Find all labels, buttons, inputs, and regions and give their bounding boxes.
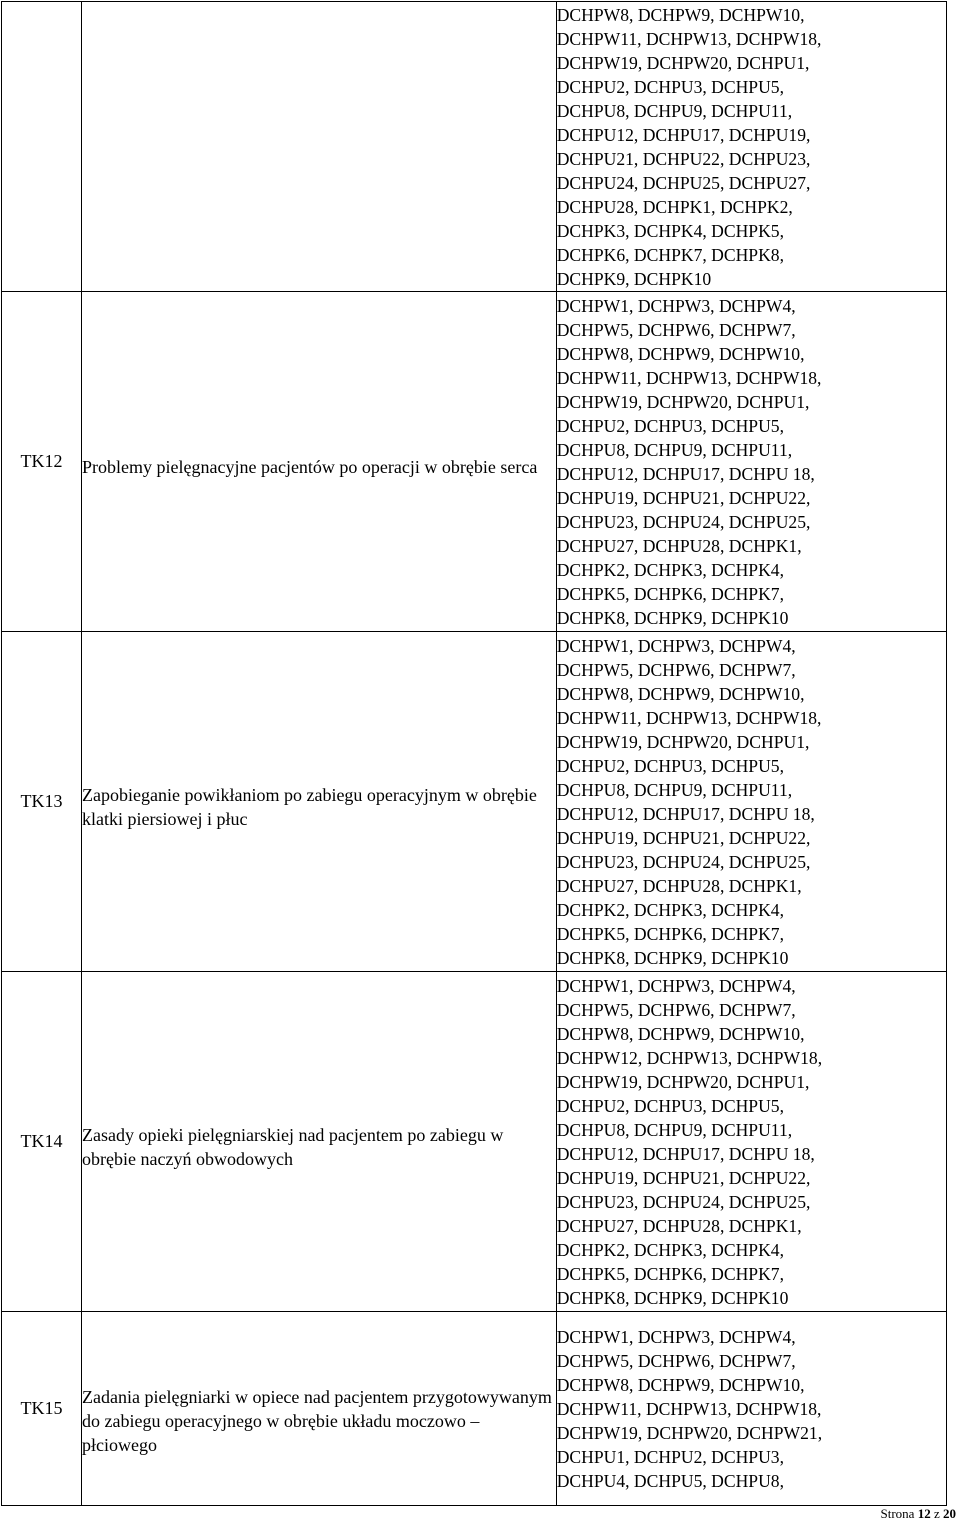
learning-outcome-line: DCHPK5, DCHPK6, DCHPK7,: [556, 583, 784, 604]
topic-code-cell: TK12: [2, 292, 82, 632]
learning-outcome-line: DCHPU12, DCHPU17, DCHPU 18,: [556, 463, 815, 484]
topic-title-cell: Zadania pielęgniarki w opiece nad pacjentem przygotowywanym do zabiegu operacyjnego w obrębie układu moczowo – płciowego: [82, 1312, 557, 1506]
topic-code-cell: TK15: [2, 1312, 82, 1506]
learning-outcome-line: DCHPU21, DCHPU22, DCHPU23,: [556, 148, 811, 169]
learning-outcome-line: DCHPW8, DCHPW9, DCHPW10,: [556, 343, 805, 364]
learning-outcome-line: DCHPW1, DCHPW3, DCHPW4,: [556, 635, 796, 656]
learning-outcome-line: DCHPW5, DCHPW6, DCHPW7,: [556, 999, 796, 1020]
learning-outcome-line: DCHPW12, DCHPW13, DCHPW18,: [556, 1047, 823, 1068]
topic-code-cell: [2, 2, 82, 292]
learning-outcome-line: DCHPW1, DCHPW3, DCHPW4,: [556, 1326, 796, 1347]
learning-outcomes-cell: [556, 1312, 946, 1506]
learning-outcome-line: DCHPW1, DCHPW3, DCHPW4,: [556, 975, 796, 996]
learning-outcome-line: DCHPU27, DCHPU28, DCHPK1,: [556, 1215, 802, 1236]
table-row: [2, 632, 947, 972]
table-row: [2, 292, 947, 632]
learning-outcome-line: DCHPK9, DCHPK10: [556, 268, 712, 289]
learning-outcome-line: DCHPU4, DCHPU5, DCHPU8,: [556, 1470, 784, 1491]
learning-outcome-line: DCHPU8, DCHPU9, DCHPU11,: [556, 439, 793, 460]
learning-outcome-line: DCHPU12, DCHPU17, DCHPU 18,: [556, 1143, 815, 1164]
topic-code-cell: TK14: [2, 972, 82, 1312]
table-row: [2, 972, 947, 1312]
learning-outcome-line: DCHPW11, DCHPW13, DCHPW18,: [556, 367, 822, 388]
learning-outcomes-cell: [556, 292, 946, 632]
learning-outcome-line: DCHPK2, DCHPK3, DCHPK4,: [556, 559, 784, 580]
learning-outcome-line: DCHPW19, DCHPW20, DCHPW21,: [556, 1422, 823, 1443]
learning-outcome-line: DCHPU8, DCHPU9, DCHPU11,: [556, 1119, 793, 1140]
table-body: [2, 2, 947, 1506]
learning-outcome-line: DCHPU8, DCHPU9, DCHPU11,: [556, 100, 793, 121]
topic-title-cell: Zapobieganie powikłaniom po zabiegu operacyjnym w obrębie klatki piersiowej i płuc: [82, 632, 557, 972]
learning-outcomes-cell: [556, 2, 946, 292]
footer-page-number: 12: [917, 1506, 931, 1521]
learning-outcome-line: DCHPU28, DCHPK1, DCHPK2,: [556, 196, 793, 217]
learning-outcome-line: DCHPK8, DCHPK9, DCHPK10: [556, 607, 789, 628]
learning-outcome-line: DCHPU23, DCHPU24, DCHPU25,: [556, 1191, 811, 1212]
footer-prefix: Strona: [880, 1506, 918, 1521]
footer-total-pages: 20: [943, 1506, 956, 1521]
learning-outcome-line: DCHPU19, DCHPU21, DCHPU22,: [556, 487, 811, 508]
learning-outcome-line: DCHPK6, DCHPK7, DCHPK8,: [556, 244, 784, 265]
learning-outcome-line: DCHPK5, DCHPK6, DCHPK7,: [556, 923, 784, 944]
learning-outcome-line: DCHPU19, DCHPU21, DCHPU22,: [556, 1167, 811, 1188]
page-footer: [881, 1506, 956, 1522]
learning-outcome-line: DCHPU27, DCHPU28, DCHPK1,: [556, 535, 802, 556]
learning-outcome-line: DCHPU1, DCHPU2, DCHPU3,: [556, 1446, 784, 1467]
learning-outcome-line: DCHPW1, DCHPW3, DCHPW4,: [556, 295, 796, 316]
learning-outcome-line: DCHPU2, DCHPU3, DCHPU5,: [556, 755, 784, 776]
topic-title-cell: Problemy pielęgnacyjne pacjentów po operacji w obrębie serca: [82, 292, 557, 632]
learning-outcome-line: DCHPK3, DCHPK4, DCHPK5,: [556, 220, 784, 241]
learning-outcome-line: DCHPW11, DCHPW13, DCHPW18,: [556, 28, 822, 49]
learning-outcome-line: DCHPU12, DCHPU17, DCHPU 18,: [556, 803, 815, 824]
table-row: [2, 1312, 947, 1506]
topic-title-cell: [82, 2, 557, 292]
learning-outcome-line: DCHPU23, DCHPU24, DCHPU25,: [556, 851, 811, 872]
topic-title-cell: Zasady opieki pielęgniarskiej nad pacjentem po zabiegu w obrębie naczyń obwodowych: [82, 972, 557, 1312]
table-row: [2, 2, 947, 292]
learning-outcome-line: DCHPU2, DCHPU3, DCHPU5,: [556, 415, 784, 436]
learning-outcomes-cell: [556, 972, 946, 1312]
learning-outcome-line: DCHPU2, DCHPU3, DCHPU5,: [556, 1095, 784, 1116]
learning-outcome-line: DCHPU27, DCHPU28, DCHPK1,: [556, 875, 802, 896]
learning-outcome-line: DCHPW5, DCHPW6, DCHPW7,: [556, 1350, 796, 1371]
learning-outcome-line: DCHPW8, DCHPW9, DCHPW10,: [556, 4, 805, 25]
learning-outcome-line: DCHPW19, DCHPW20, DCHPU1,: [556, 52, 810, 73]
learning-outcome-line: DCHPW19, DCHPW20, DCHPU1,: [556, 1071, 810, 1092]
learning-outcome-line: DCHPK2, DCHPK3, DCHPK4,: [556, 899, 784, 920]
learning-outcome-line: DCHPW5, DCHPW6, DCHPW7,: [556, 659, 796, 680]
learning-outcome-line: DCHPU24, DCHPU25, DCHPU27,: [556, 172, 811, 193]
learning-outcome-line: DCHPU2, DCHPU3, DCHPU5,: [556, 76, 784, 97]
learning-outcome-line: DCHPW19, DCHPW20, DCHPU1,: [556, 731, 810, 752]
curriculum-table: [1, 1, 947, 1506]
footer-separator: z: [930, 1506, 943, 1521]
learning-outcome-line: DCHPW19, DCHPW20, DCHPU1,: [556, 391, 810, 412]
learning-outcome-line: DCHPU19, DCHPU21, DCHPU22,: [556, 827, 811, 848]
learning-outcome-line: DCHPU8, DCHPU9, DCHPU11,: [556, 779, 793, 800]
learning-outcome-line: DCHPK5, DCHPK6, DCHPK7,: [556, 1263, 784, 1284]
learning-outcome-line: DCHPK2, DCHPK3, DCHPK4,: [556, 1239, 784, 1260]
topic-code-cell: TK13: [2, 632, 82, 972]
learning-outcome-line: DCHPW11, DCHPW13, DCHPW18,: [556, 1398, 822, 1419]
learning-outcome-line: DCHPK8, DCHPK9, DCHPK10: [556, 1287, 789, 1308]
learning-outcome-line: DCHPW8, DCHPW9, DCHPW10,: [556, 1374, 805, 1395]
learning-outcome-line: DCHPU12, DCHPU17, DCHPU19,: [556, 124, 811, 145]
learning-outcome-line: DCHPU23, DCHPU24, DCHPU25,: [556, 511, 811, 532]
learning-outcome-line: DCHPK8, DCHPK9, DCHPK10: [556, 947, 789, 968]
learning-outcome-line: DCHPW11, DCHPW13, DCHPW18,: [556, 707, 822, 728]
learning-outcomes-cell: [556, 632, 946, 972]
learning-outcome-line: DCHPW8, DCHPW9, DCHPW10,: [556, 1023, 805, 1044]
learning-outcome-line: DCHPW8, DCHPW9, DCHPW10,: [556, 683, 805, 704]
learning-outcome-line: DCHPW5, DCHPW6, DCHPW7,: [556, 319, 796, 340]
